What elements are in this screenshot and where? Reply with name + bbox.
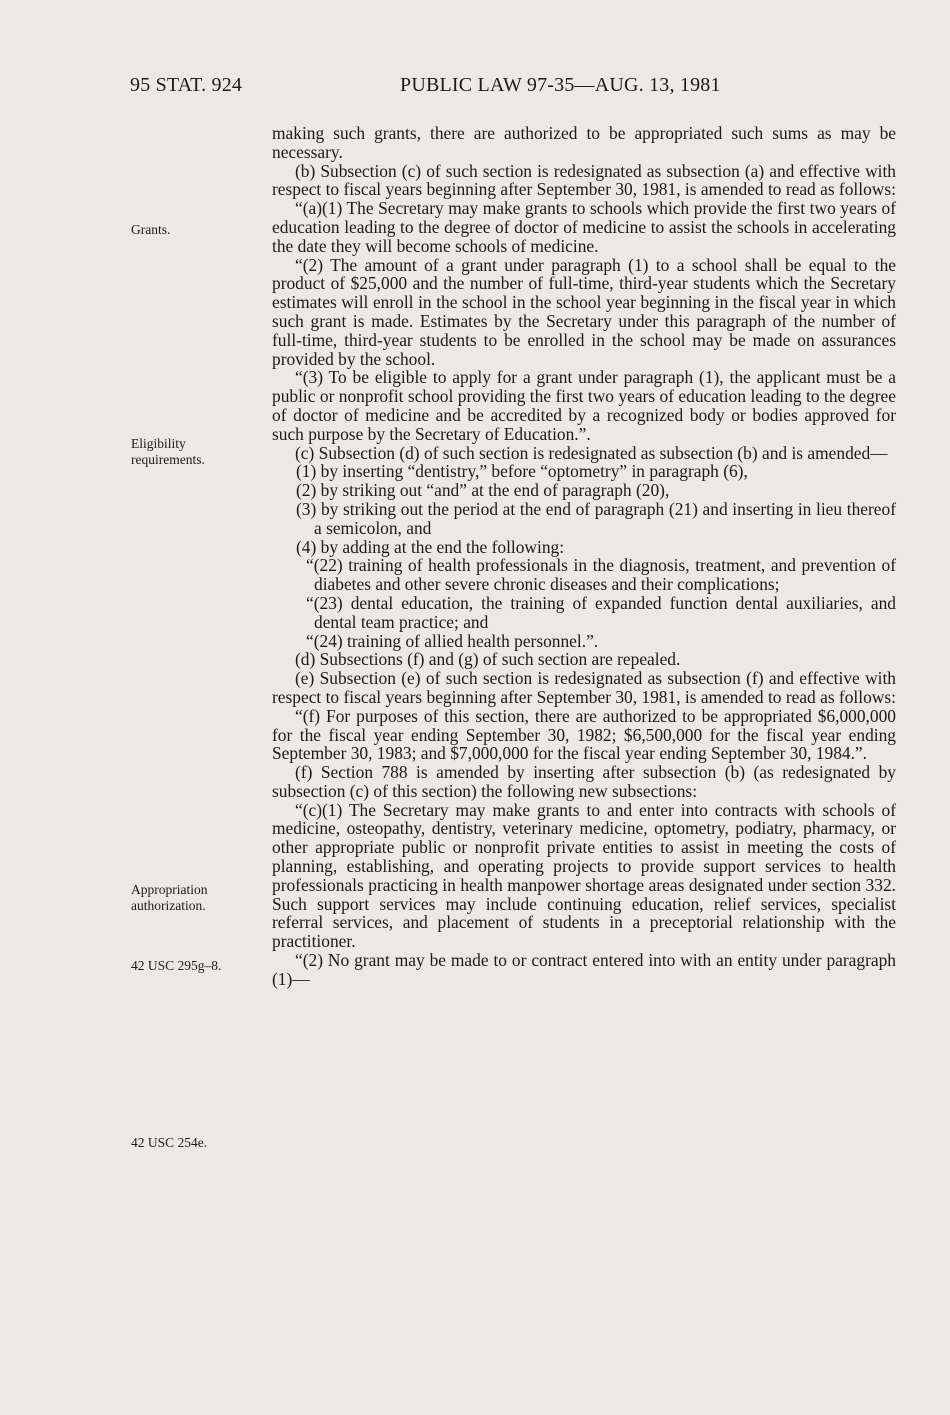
paragraph-a2: “(2) The amount of a grant under paragraph (1) to a school shall be equal to the product of $25,000 and the number of full-time, third-year students which the Secretary estimates will enroll in the school in the school year beginning in the fiscal year in which such grant is made. Estimates by the Secretary under this paragraph of the number of full-time, third-year students to be enrolled in the school may be made on assurances provided by the school. [272,254,896,369]
paragraph-continuation: making such grants, there are authorized to be appropriated such sums as may be necessary. [272,123,896,162]
paragraph-subsection-c: (c) Subsection (d) of such section is redesignated as subsection (b) and is amended— [295,442,888,463]
margin-note-appropriation: Appropriation [131,882,208,897]
paragraph-subsection-d: (d) Subsections (f) and (g) of such section are repealed. [295,649,681,670]
paragraph-c1-support-services: “(c)(1) The Secretary may make grants to and enter into contracts with schools of medicine, osteopathy, dentistry, veterinary medicine, optometry, podiatry, pharmacy, or other appropriate public or nonprofit private entities to assist in meeting the costs of planning, establishing, and operating projects to provide support services to health professionals practicing in health manpower shortage areas designated under section 332. Such support services may include continuing education, relief services, specialist referral services, and placement of students in a preceptorial relationship with the practitioner. [272,799,896,952]
list-item-c1: (1) by inserting “dentistry,” before “optometry” in paragraph (6), [296,461,748,482]
margin-note-grants: Grants. [131,222,171,237]
quoted-item-22: “(22) training of health professionals in the diagnosis, treatment, and prevention of diabetes and other severe chronic diseases and their complications; [306,555,896,595]
running-head [130,74,890,104]
paragraph-a1: “(a)(1) The Secretary may make grants to schools which provide the first two years of education leading to the degree of doctor of medicine to assist the schools in accelerating the date they will become schools of medicine. [272,198,896,256]
list-item-c3: (3) by striking out the period at the end of paragraph (21) and inserting in lieu thereof a semicolon, and [296,498,896,538]
margin-note-authorization: authorization. [131,898,206,913]
quoted-item-24: “(24) training of allied health personnel.”. [306,630,599,651]
paragraph-f-appropriation: “(f) For purposes of this section, there are authorized to be appropriated $6,000,000 for the fiscal year ending September 30, 1982; $6,500,000 for the fiscal year ending September 30, 1983; and $7,000,000 for the fiscal year ending September 30, 1984.”. [272,705,896,764]
paragraph-c2-no-grant: “(2) No grant may be made to or contract entered into with an entity under paragraph (1)— [272,950,896,989]
page-number: 95 STAT. 924 [130,74,243,96]
list-item-c4: (4) by adding at the end the following: [296,536,565,557]
margin-note-requirements: requirements. [131,452,205,467]
paragraph-subsection-b: (b) Subsection (c) of such section is redesignated as subsection (a) and effective with respect to fiscal years beginning after September 30, 1981, is amended to read as follows: [272,160,896,200]
margin-note-usc-295g-8: 42 USC 295g–8. [131,958,222,973]
margin-note-usc-254e: 42 USC 254e. [131,1135,208,1150]
page-title: PUBLIC LAW 97-35—AUG. 13, 1981 [400,74,721,96]
paragraph-a3: “(3) To be eligible to apply for a grant under paragraph (1), the applicant must be a public or nonprofit school providing the first two years of education leading to the degree of doctor of medicine and be accredited by a recognized body or bodies approved for such purpose by the Secretary of Education.”. [272,367,896,444]
paragraph-subsection-f: (f) Section 788 is amended by inserting after subsection (b) (as redesignated by subsection (c) of this section) the following new subsections: [272,762,896,801]
paragraph-subsection-e: (e) Subsection (e) of such section is redesignated as subsection (f) and effective with respect to fiscal years beginning after September 30, 1981, is amended to read as follows: [272,668,896,707]
statute-body [272,124,896,989]
margin-note-eligibility: Eligibility [131,436,186,451]
list-item-c2: (2) by striking out “and” at the end of paragraph (20), [296,480,670,501]
quoted-item-23: “(23) dental education, the training of expanded function dental auxiliaries, and dental team practice; and [306,592,896,632]
